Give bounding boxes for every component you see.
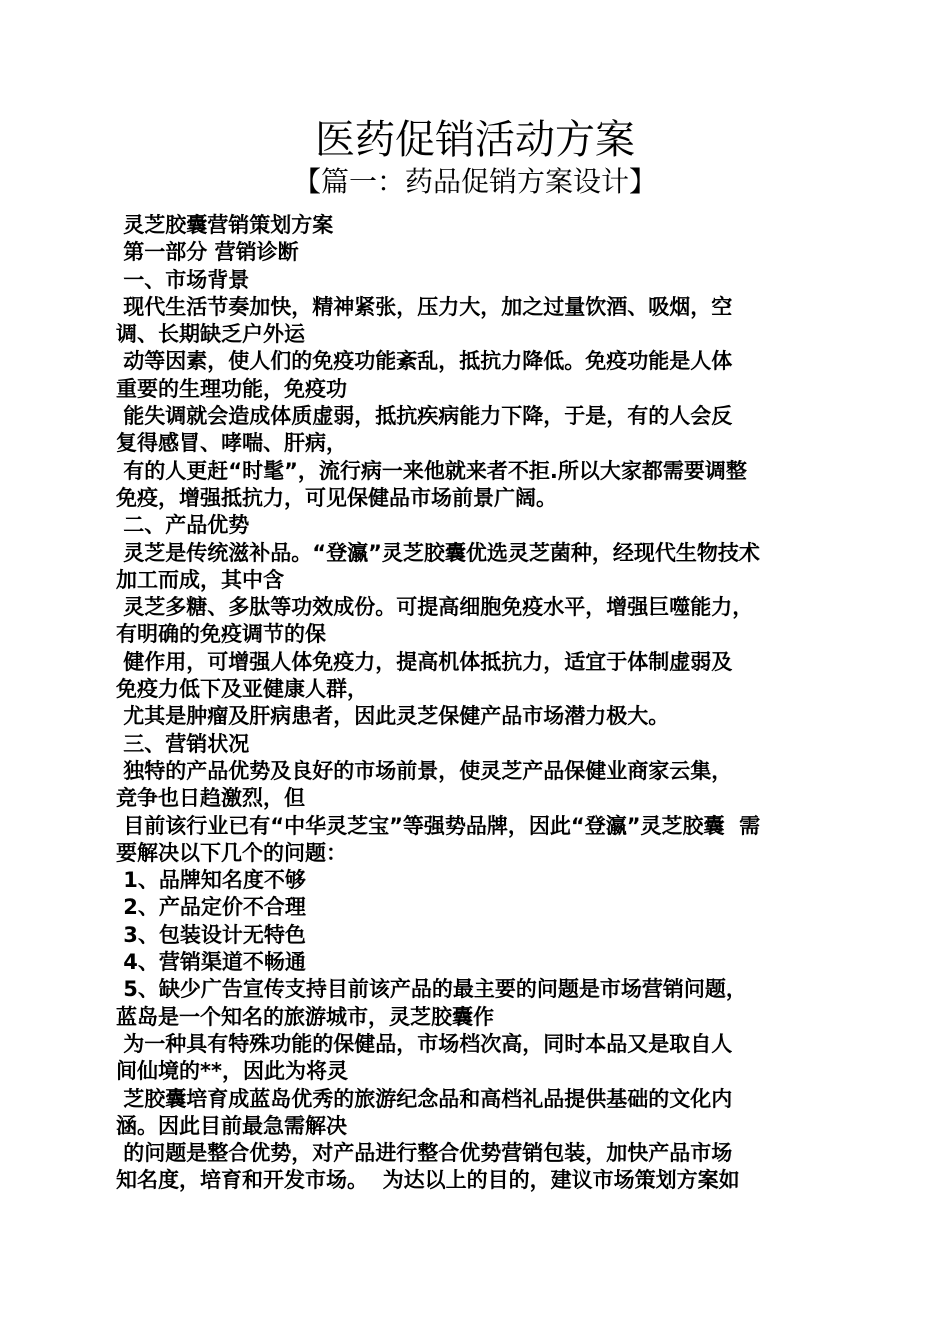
text-line: 三、营销状况 — [116, 731, 250, 756]
text-line: 芝胶囊培育成蓝岛优秀的旅游纪念品和高档礼品提供基础的文化内 — [116, 1086, 733, 1111]
text-line: 有的人更赶“时髦”，流行病一来他就来者不拒.所以大家都需要调整 — [116, 458, 747, 483]
text-line: 重要的生理功能，免疫功 — [116, 376, 347, 401]
text-line: 第一部分 营销诊断 — [116, 240, 299, 265]
text-line: 一、市场背景 — [116, 267, 250, 292]
text-line: 二、产品优势 — [116, 513, 250, 538]
text-line: 有明确的免疫调节的保 — [116, 622, 326, 647]
text-line: 复得感冒、哮喘、肝病， — [116, 431, 347, 456]
document-body — [116, 212, 846, 1195]
text-line: 尤其是肿瘤及肝病患者，因此灵芝保健产品市场潜力极大。 — [116, 704, 670, 729]
text-line: 现代生活节奏加快，精神紧张，压力大，加之过量饮酒、吸烟，空 — [116, 294, 733, 319]
text-line: 间仙境的**，因此为将灵 — [116, 1059, 348, 1084]
text-line: 的问题是整合优势，对产品进行整合优势营销包装，加快产品市场 — [116, 1141, 733, 1166]
text-line: 免疫力低下及亚健康人群， — [116, 677, 368, 702]
text-line: 知名度，培育和开发市场。 为达以上的目的，建议市场策划方案如 — [116, 1168, 740, 1193]
text-line: 3、包装设计无特色 — [116, 922, 306, 947]
text-line: 动等因素，使人们的免疫功能紊乱，抵抗力降低。免疫功能是人体 — [116, 349, 733, 374]
text-line: 调、长期缺乏户外运 — [116, 322, 305, 347]
text-line: 要解决以下几个的问题： — [116, 840, 347, 865]
text-line: 竞争也日趋激烈，但 — [116, 786, 305, 811]
text-line: 目前该行业已有“中华灵芝宝”等强势品牌，因此“登瀛”灵芝胶囊 需 — [116, 813, 761, 838]
text-line: 蓝岛是一个知名的旅游城市，灵芝胶囊作 — [116, 1004, 494, 1029]
text-line: 灵芝是传统滋补品。“登瀛”灵芝胶囊优选灵芝菌种，经现代生物技术 — [116, 540, 760, 565]
text-line: 灵芝多糖、多肽等功效成份。可提高细胞免疫水平，增强巨噬能力， — [116, 595, 754, 620]
text-line: 灵芝胶囊营销策划方案 — [116, 213, 334, 237]
text-line: 健作用，可增强人体免疫力，提高机体抵抗力，适宜于体制虚弱及 — [116, 649, 733, 674]
text-line: 加工而成，其中含 — [116, 567, 284, 592]
text-line: 能失调就会造成体质虚弱，抵抗疾病能力下降，于是，有的人会反 — [116, 404, 733, 429]
text-line: 涵。因此目前最急需解决 — [116, 1113, 347, 1138]
text-line: 2、产品定价不合理 — [116, 895, 306, 920]
document-title: 医药促销活动方案 — [315, 117, 635, 163]
text-line: 5、缺少广告宣传支持目前该产品的最主要的问题是市场营销问题， — [116, 977, 747, 1002]
text-line: 为一种具有特殊功能的保健品，市场档次高，同时本品又是取自人 — [116, 1031, 733, 1056]
text-line: 4、营销渠道不畅通 — [116, 950, 306, 975]
text-line: 免疫，增强抵抗力，可见保健品市场前景广阔。 — [116, 485, 557, 510]
document-subtitle: 【篇一：药品促销方案设计】 — [292, 165, 657, 198]
text-line: 独特的产品优势及良好的市场前景，使灵芝产品保健业商家云集， — [116, 758, 733, 783]
text-line: 1、品牌知名度不够 — [116, 868, 306, 893]
